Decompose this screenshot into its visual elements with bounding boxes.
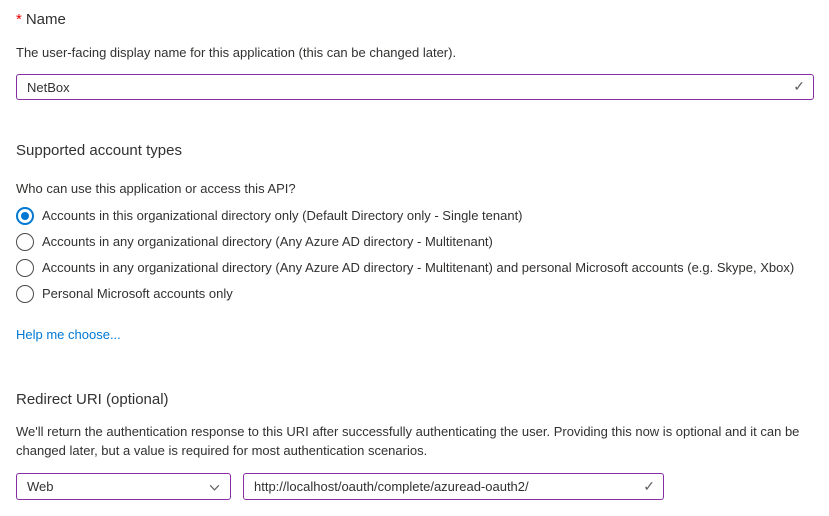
checkmark-icon: ✓ bbox=[643, 478, 655, 494]
platform-dropdown-value: Web bbox=[27, 479, 54, 494]
redirect-uri-input[interactable] bbox=[243, 473, 664, 500]
radio-selected-icon[interactable] bbox=[16, 207, 34, 225]
radio-multitenant-personal[interactable] bbox=[16, 258, 794, 278]
required-asterisk: * bbox=[16, 11, 22, 28]
radio-label: Personal Microsoft accounts only bbox=[42, 286, 233, 301]
chevron-down-icon bbox=[208, 481, 221, 497]
platform-dropdown[interactable] bbox=[16, 473, 231, 500]
radio-single-tenant[interactable] bbox=[16, 206, 523, 226]
radio-personal-only[interactable] bbox=[16, 284, 233, 304]
redirect-uri-description: We'll return the authentication response to this URI after successfully authenticating the user. Providing this now is optional and it can be changed later, but a value is required for most authentication scenarios. bbox=[16, 424, 800, 458]
checkmark-icon: ✓ bbox=[793, 78, 805, 94]
redirect-uri-input-wrap bbox=[243, 473, 664, 500]
name-input[interactable] bbox=[16, 74, 814, 100]
radio-unselected-icon[interactable] bbox=[16, 233, 34, 251]
supported-account-types-title: Supported account types bbox=[16, 142, 182, 159]
account-types-question: Who can use this application or access this API? bbox=[16, 181, 296, 196]
radio-multitenant[interactable] bbox=[16, 232, 493, 252]
redirect-uri-title: Redirect URI (optional) bbox=[16, 391, 169, 408]
radio-label: Accounts in any organizational directory (Any Azure AD directory - Multitenant) bbox=[42, 234, 493, 249]
radio-label: Accounts in this organizational directory only (Default Directory only - Single tenant) bbox=[42, 208, 523, 223]
help-me-choose-link[interactable]: Help me choose... bbox=[16, 327, 121, 342]
radio-unselected-icon[interactable] bbox=[16, 259, 34, 277]
name-section-title bbox=[16, 10, 66, 30]
name-label: Name bbox=[25, 11, 66, 28]
name-description: The user-facing display name for this application (this can be changed later). bbox=[16, 45, 457, 60]
name-input-wrap bbox=[16, 74, 814, 100]
radio-label: Accounts in any organizational directory (Any Azure AD directory - Multitenant) and personal Microsoft accounts (e.g. Skype, Xbox) bbox=[42, 260, 795, 275]
radio-unselected-icon[interactable] bbox=[16, 285, 34, 303]
